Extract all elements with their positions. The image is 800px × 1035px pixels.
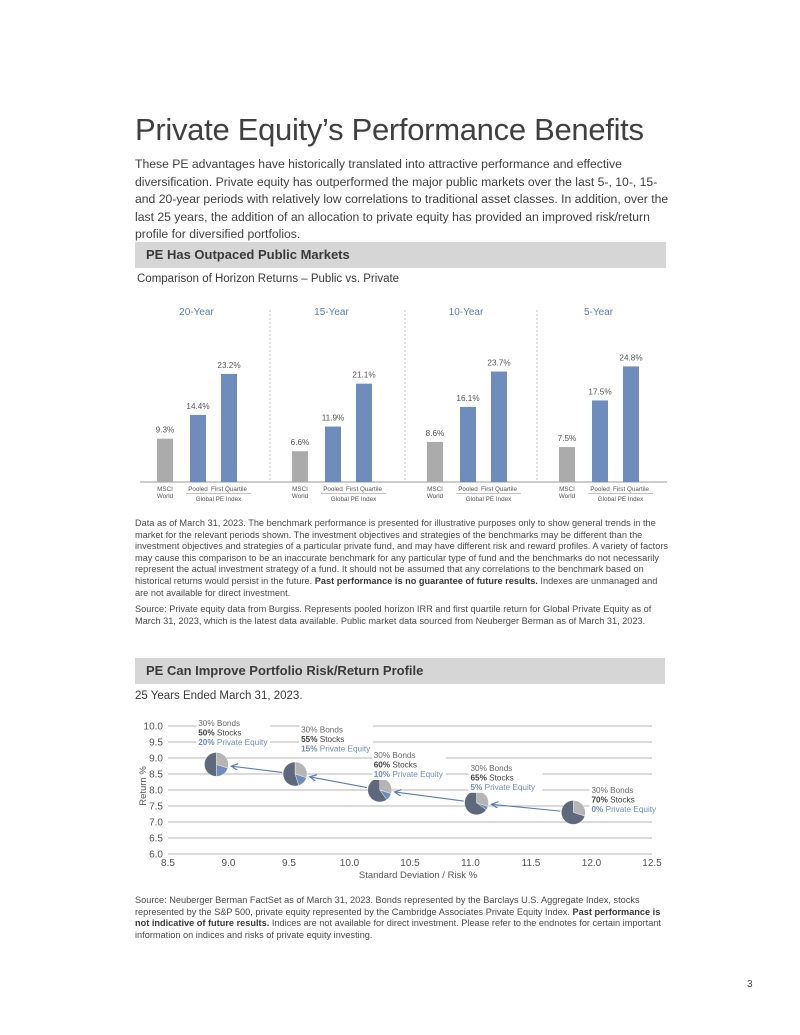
connector-arrow: [491, 804, 560, 811]
portfolio-label: [196, 718, 270, 748]
y-tick-label: 10.0: [143, 721, 163, 733]
x-tick-label: 11.0: [461, 858, 480, 869]
portfolio-pie: [368, 778, 392, 802]
y-tick-label: 9.0: [149, 753, 163, 765]
group-label: Global PE Index: [195, 496, 242, 503]
pie-slice: [204, 752, 216, 776]
disclaimer-text: Data as of March 31, 2023. The benchmark performance is presented for illustrative purposes only to show general trends in the market for the relevant periods shown. The investment objectives and strategies of the benchmarks may be different than the investment objectives and strategies of a particular private fund, and may have different risk and reward profiles. A variety of factors may cause this comparison to be an inaccurate benchmark for any particular type of fund and the benchmarks do not necessarily represent the actual investment strategy of a fund. It should not be assumed that any correlations to the benchmark based on historical returns would persist in the future.: [135, 518, 668, 586]
bar-data-label: 24.8%: [619, 353, 643, 363]
category-label: Pooled: [458, 486, 478, 493]
page-number: 3: [747, 979, 753, 990]
panel-title: 5-Year: [583, 307, 614, 318]
y-tick-label: 7.0: [149, 817, 163, 829]
portfolio-pie: [465, 791, 489, 815]
panel-title: 20-Year: [179, 307, 214, 318]
category-label: Pooled: [323, 486, 343, 493]
category-label: First Quartile: [210, 486, 248, 493]
bar: [491, 372, 507, 482]
x-axis-label: Standard Deviation / Risk %: [358, 870, 478, 881]
intro-paragraph: These PE advantages have historically translated into attractive performance and effective diversification. Private equity has outperformed the major public markets over the last 5-, 10-, 15- and 20-year periods with relatively low correlations to traditional asset classes. In addition, over the last 25 years, the addition of an allocation to private equity has provided an improved risk/return profile for diversified portfolios.: [135, 157, 669, 241]
portfolio-label: [590, 785, 664, 815]
portfolio-label: [372, 750, 446, 780]
portfolio-pie: [283, 762, 307, 786]
connector-arrow: [395, 792, 464, 801]
source-note-2: [135, 895, 669, 941]
panel-title: 10-Year: [448, 307, 484, 318]
category-label: First Quartile: [480, 486, 518, 493]
allocation-label: 20% Private Equity: [198, 738, 268, 747]
risk-return-scatter-chart: [130, 716, 670, 886]
bar: [623, 366, 639, 482]
source2-tail: Indices are not available for direct investment. Please refer to the endnotes for certain important information on indices and risks of private equity investing.: [135, 918, 661, 940]
y-axis-label: Return %: [138, 766, 149, 806]
x-tick-label: 10.5: [400, 858, 420, 869]
horizon-returns-bar-chart: [135, 300, 670, 512]
page-title: Private Equity’s Performance Benefits: [135, 112, 644, 147]
x-tick-label: 9.5: [282, 858, 296, 869]
bar: [221, 374, 237, 482]
group-label: Global PE Index: [597, 496, 644, 503]
section-header-outpaced: [135, 242, 666, 268]
allocation-label: 30% Bonds: [470, 763, 513, 773]
x-tick-label: 8.5: [161, 858, 175, 869]
allocation-label: 65% Stocks: [470, 773, 514, 783]
connector-arrow: [231, 766, 282, 772]
allocation-label: 30% Bonds: [198, 719, 241, 728]
x-tick-label: 10.0: [339, 858, 360, 869]
allocation-label: 70% Stocks: [591, 795, 635, 805]
bar-data-label: 11.9%: [321, 413, 345, 423]
chart2-subheading: 25 Years Ended March 31, 2023.: [135, 690, 303, 702]
allocation-label: 5% Private Equity: [470, 782, 536, 792]
bar: [157, 439, 173, 482]
bar-data-label: 8.6%: [425, 428, 445, 438]
y-tick-label: 9.5: [149, 737, 163, 749]
bar-data-label: 14.4%: [186, 401, 210, 411]
x-tick-label: 9.0: [221, 858, 236, 869]
bar-data-label: 17.5%: [588, 387, 612, 397]
allocation-label: 30% Bonds: [591, 786, 634, 796]
bar-data-label: 16.1%: [456, 393, 480, 403]
section-header-risk-return: [135, 658, 665, 684]
bar: [292, 451, 308, 482]
allocation-label: 10% Private Equity: [373, 770, 443, 779]
data-disclaimer: [135, 518, 669, 599]
group-label: Global PE Index: [330, 496, 377, 503]
category-label: MSCI: [157, 486, 173, 493]
connector-arrow: [310, 777, 367, 788]
section-heading: PE Has Outpaced Public Markets: [146, 247, 350, 262]
y-tick-label: 8.0: [149, 785, 163, 797]
bar: [325, 427, 341, 482]
x-tick-label: 12.5: [642, 858, 662, 869]
source-note-1: Source: Private equity data from Burgiss. Represents pooled horizon IRR and first quartile return for Global Private Equity as of March 31, 2023, which is the latest data available. Public market data sourced from Neuberger Berman as of March 31, 2023.: [135, 604, 652, 626]
y-tick-label: 6.0: [149, 849, 163, 861]
panel-title: 15-Year: [314, 307, 349, 318]
disclaimer-tail: Indexes are unmanaged and are not available for direct investment.: [135, 575, 658, 598]
bar: [460, 407, 476, 482]
portfolio-label: [469, 763, 543, 793]
category-label: World: [291, 493, 309, 500]
chart1-subheading: Comparison of Horizon Returns – Public vs. Private: [137, 273, 400, 285]
bar: [559, 447, 575, 482]
category-label: First Quartile: [345, 486, 383, 493]
bar-data-label: 23.7%: [487, 358, 511, 368]
portfolio-pie: [561, 800, 585, 824]
allocation-label: 15% Private Equity: [301, 744, 371, 754]
x-tick-label: 12.0: [581, 858, 602, 869]
source2-text: Source: Neuberger Berman FactSet as of March 31, 2023. Bonds represented by the Barclays U.S. Aggregate Index, stocks represented by the S&P 500, private equity represented by the Cambridge Associates Private Equity Index.: [135, 895, 640, 917]
bar-data-label: 23.2%: [217, 360, 241, 370]
category-label: World: [156, 493, 174, 500]
y-tick-label: 6.5: [149, 833, 163, 845]
bar-data-label: 7.5%: [557, 434, 577, 444]
x-tick-label: 11.5: [521, 858, 541, 869]
allocation-label: 30% Bonds: [373, 751, 416, 760]
category-label: Pooled: [188, 486, 208, 493]
category-label: Pooled: [590, 486, 610, 493]
bar: [356, 384, 372, 482]
allocation-label: 60% Stocks: [373, 760, 417, 770]
group-label: Global PE Index: [465, 496, 512, 503]
allocation-label: 55% Stocks: [301, 734, 345, 744]
disclaimer-bold: Past performance is no guarantee of future results.: [314, 575, 538, 586]
bar: [190, 415, 206, 482]
category-label: World: [426, 493, 444, 500]
category-label: MSCI: [427, 486, 443, 493]
bar-data-label: 9.3%: [155, 425, 175, 435]
bar: [592, 400, 608, 482]
category-label: MSCI: [292, 486, 308, 493]
allocation-label: 50% Stocks: [198, 728, 242, 738]
category-label: First Quartile: [612, 486, 650, 493]
category-label: World: [558, 493, 576, 500]
y-tick-label: 8.5: [149, 769, 163, 781]
allocation-label: 30% Bonds: [301, 725, 343, 735]
bar-data-label: 6.6%: [290, 438, 310, 448]
portfolio-label: [299, 724, 373, 754]
section-heading: PE Can Improve Portfolio Risk/Return Profile: [146, 663, 424, 678]
allocation-label: 0% Private Equity: [591, 805, 657, 815]
category-label: MSCI: [559, 486, 575, 493]
y-tick-label: 7.5: [149, 801, 163, 813]
bar: [427, 442, 443, 482]
bar-data-label: 21.1%: [352, 370, 376, 380]
source2-bold: Past performance is not indicative of future results.: [135, 906, 661, 929]
portfolio-pie: [204, 752, 228, 776]
